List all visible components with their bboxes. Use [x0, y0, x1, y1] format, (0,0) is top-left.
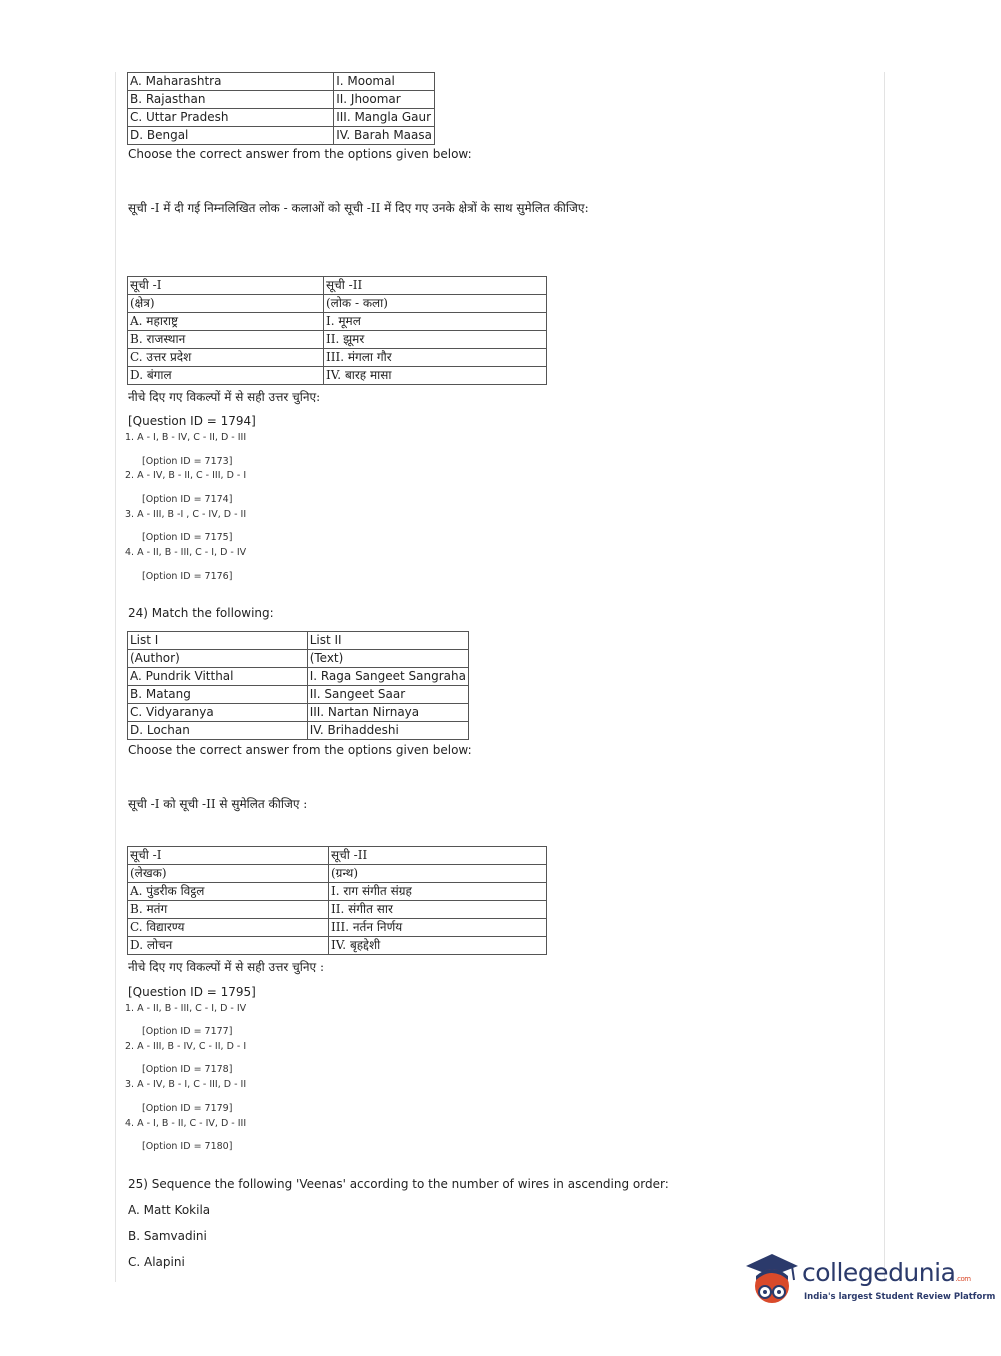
table-row: (Author) (Text) [128, 650, 469, 668]
q23-question-id: [Question ID = 1794] [128, 414, 256, 428]
brand-wordmark: collegedunia.com [802, 1258, 971, 1287]
q24-option-4-id: [Option ID = 7180] [142, 1141, 233, 1152]
collegedunia-logo [742, 1252, 996, 1312]
q25-heading: 25) Sequence the following 'Veenas' according to the number of wires in ascending order: [128, 1177, 669, 1191]
q24-option-4: 4. A - I, B - II, C - IV, D - III [125, 1118, 247, 1129]
q23-option-1-id: [Option ID = 7173] [142, 456, 233, 467]
table-row: A. Maharashtra I. Moomal [128, 73, 435, 91]
q24-choose-hi: नीचे दिए गए विकल्पों में से सही उत्तर चुनिए : [128, 960, 325, 974]
table-row: सूची -I सूची -II [128, 847, 547, 865]
q24-option-3-id: [Option ID = 7179] [142, 1103, 233, 1114]
q25-item-a: A. Matt Kokila [128, 1203, 211, 1217]
q24-option-2-id: [Option ID = 7178] [142, 1064, 233, 1075]
table-row: C. Vidyaranya III. Nartan Nirnaya [128, 704, 469, 722]
q23-option-4: 4. A - II, B - III, C - I, D - IV [125, 547, 247, 558]
table-row: C. Uttar Pradesh III. Mangla Gaur [128, 109, 435, 127]
table-row: (लेखक) (ग्रन्थ) [128, 865, 547, 883]
q24-choose-en: Choose the correct answer from the options given below: [128, 743, 472, 757]
q25-item-c: C. Alapini [128, 1255, 185, 1269]
q23-option-2: 2. A - IV, B - II, C - III, D - I [125, 470, 247, 481]
q24-heading: 24) Match the following: [128, 606, 274, 620]
table-row: B. Rajasthan II. Jhoomar [128, 91, 435, 109]
q23-instruction-hi: सूची -I में दी गई निम्नलिखित लोक - कलाओं को सूची -II में दिए गए उनके क्षेत्रों के साथ सुमेलित कीजिए: [128, 201, 589, 215]
q23-choose-hi: नीचे दिए गए विकल्पों में से सही उत्तर चुनिए: [128, 390, 321, 404]
q23-match-table-en [127, 72, 435, 145]
table-row: D. लोचन IV. बृहद्देशी [128, 937, 547, 955]
q23-choose-en: Choose the correct answer from the options given below: [128, 147, 472, 161]
left-margin-rule [115, 72, 116, 1282]
q24-option-1-id: [Option ID = 7177] [142, 1026, 233, 1037]
table-row: A. पुंडरीक विट्ठल I. राग संगीत संग्रह [128, 883, 547, 901]
brand-tagline: India's largest Student Review Platform [804, 1292, 996, 1302]
q24-question-id: [Question ID = 1795] [128, 985, 256, 999]
q23-option-2-id: [Option ID = 7174] [142, 494, 233, 505]
q23-match-table-hi [127, 276, 547, 385]
q24-match-table-en [127, 631, 469, 740]
q24-option-2: 2. A - III, B - IV, C - II, D - I [125, 1041, 247, 1052]
table-row: D. Lochan IV. Brihaddeshi [128, 722, 469, 740]
mascot-icon [742, 1252, 800, 1310]
table-row: (क्षेत्र) (लोक - कला) [128, 295, 547, 313]
q24-instruction-hi: सूची -I को सूची -II से सुमेलित कीजिए : [128, 797, 308, 811]
table-row: B. Matang II. Sangeet Saar [128, 686, 469, 704]
q24-match-table-hi [127, 846, 547, 955]
table-row: सूची -I सूची -II [128, 277, 547, 295]
table-row: List I List II [128, 632, 469, 650]
table-row: B. मतंग II. संगीत सार [128, 901, 547, 919]
q23-option-3: 3. A - III, B -I , C - IV, D - II [125, 509, 247, 520]
q23-option-3-id: [Option ID = 7175] [142, 532, 233, 543]
table-row: D. Bengal IV. Barah Maasa [128, 127, 435, 145]
q23-option-4-id: [Option ID = 7176] [142, 571, 233, 582]
table-row: C. उत्तर प्रदेश III. मंगला गौर [128, 349, 547, 367]
table-row: A. Pundrik Vitthal I. Raga Sangeet Sangraha [128, 668, 469, 686]
q24-option-1: 1. A - II, B - III, C - I, D - IV [125, 1003, 247, 1014]
q25-item-b: B. Samvadini [128, 1229, 207, 1243]
right-margin-rule [884, 72, 885, 1282]
q23-option-1: 1. A - I, B - IV, C - II, D - III [125, 432, 247, 443]
table-row: B. राजस्थान II. झूमर [128, 331, 547, 349]
table-row: D. बंगाल IV. बारह मासा [128, 367, 547, 385]
q24-option-3: 3. A - IV, B - I, C - III, D - II [125, 1079, 247, 1090]
table-row: A. महाराष्ट्र I. मूमल [128, 313, 547, 331]
table-row: C. विद्यारण्य III. नर्तन निर्णय [128, 919, 547, 937]
